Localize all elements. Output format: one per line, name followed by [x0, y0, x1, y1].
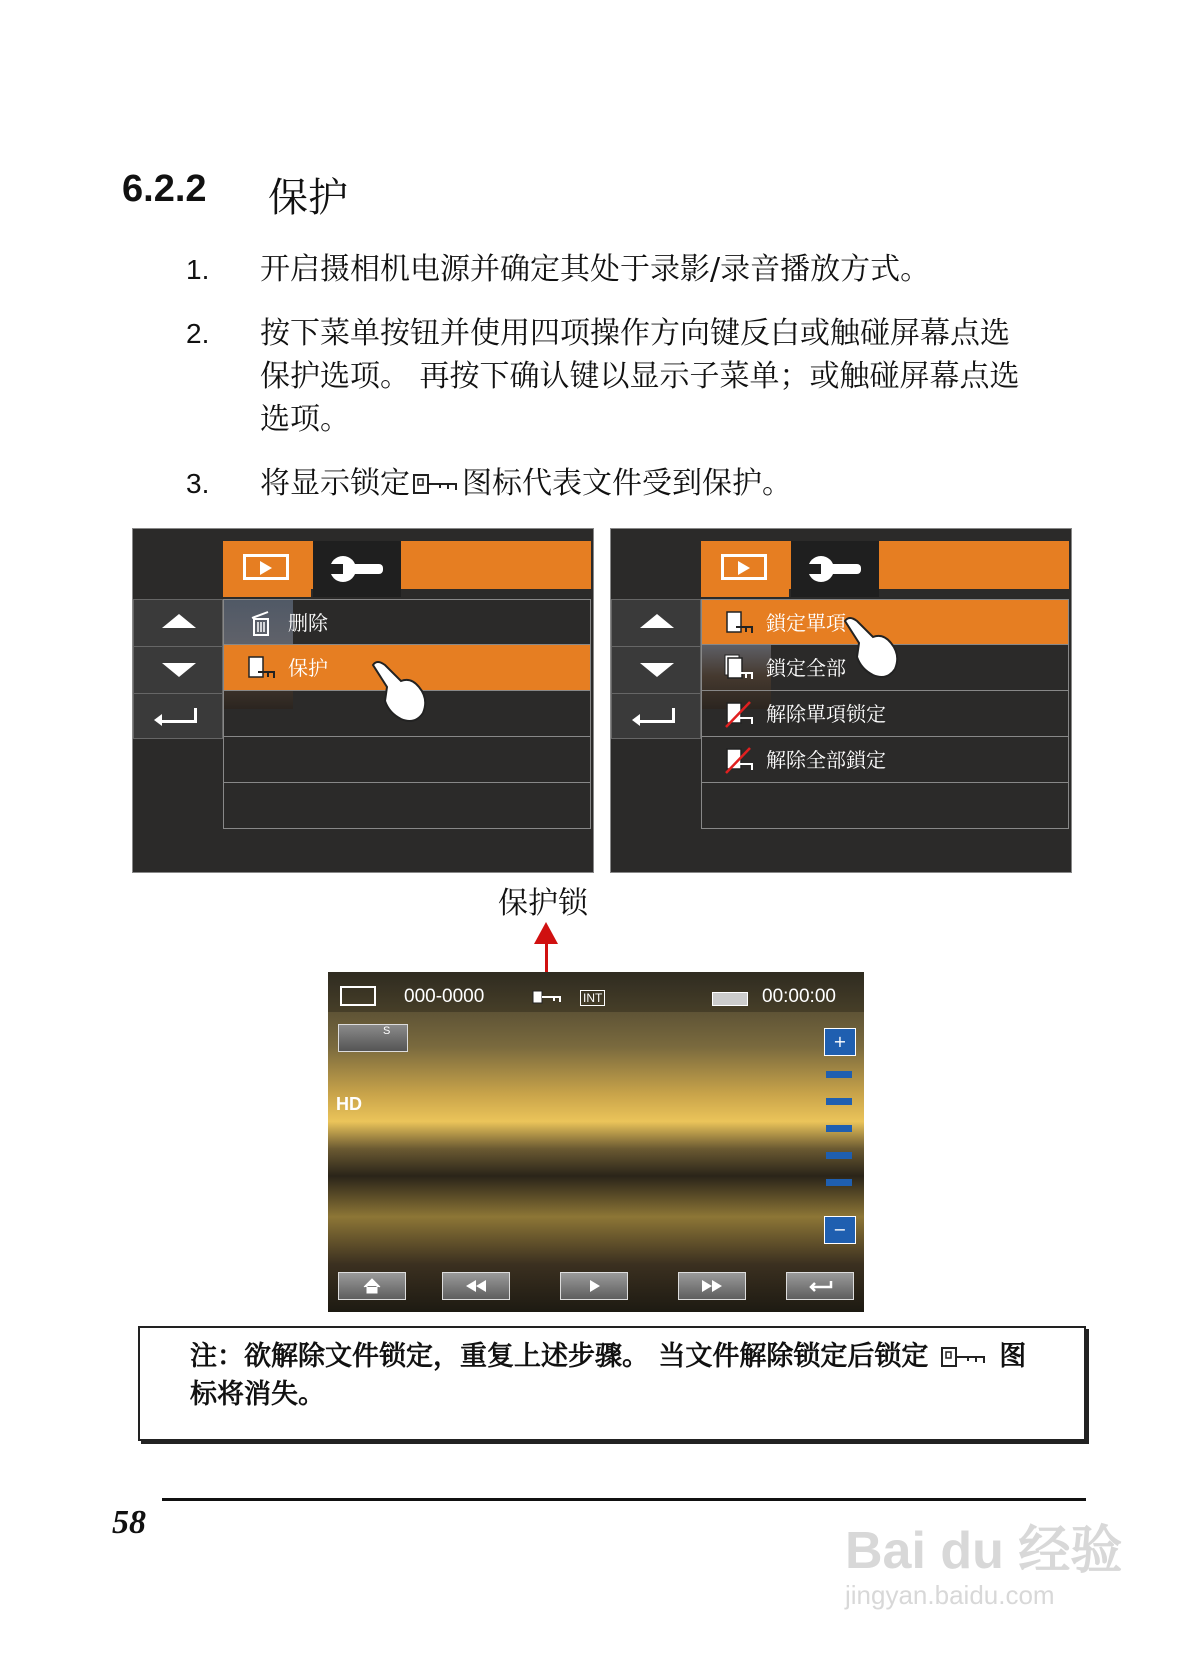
menu-item-label: 保护: [288, 656, 328, 680]
hd-badge: HD: [336, 1094, 362, 1114]
footer-rule: [162, 1498, 1086, 1501]
menu-item-delete[interactable]: [223, 599, 591, 645]
protect-lock-caption: 保护锁: [498, 886, 588, 921]
scene-mode-button[interactable]: [338, 1024, 408, 1052]
volume-up-label: +: [833, 1032, 847, 1051]
menu-item-label: 鎖定全部: [766, 656, 846, 680]
step-text: 开启摄相机电源并确定其处于录影/录音播放方式。: [260, 252, 931, 287]
note-text-before: 注：欲解除文件锁定，重复上述步骤。 当文件解除锁定后锁定: [190, 1341, 929, 1372]
step-text-line: 选项。: [260, 402, 350, 437]
home-button[interactable]: [338, 1272, 406, 1300]
step-number: 1.: [186, 254, 210, 285]
playback-icon: [721, 554, 767, 580]
wrench-icon: [313, 541, 401, 597]
volume-down-label: −: [833, 1220, 847, 1239]
playback-mode-icon: [340, 986, 376, 1006]
tab-playback[interactable]: [701, 541, 789, 597]
fast-forward-icon: [679, 1273, 745, 1299]
menu-item-label: 解除單項锁定: [766, 702, 886, 726]
tab-settings[interactable]: [791, 541, 879, 597]
watermark-brand: Bai du 经验: [845, 1522, 1123, 1580]
arrow-down-icon: [162, 663, 196, 677]
step-3: [186, 462, 1086, 505]
menu-item-label: 解除全部鎖定: [766, 748, 886, 772]
menu-item-empty: [223, 737, 591, 783]
step-2: [186, 312, 1086, 441]
step-text-before: 将显示锁定: [260, 466, 410, 501]
back-button[interactable]: [612, 694, 700, 740]
side-nav: [133, 599, 223, 739]
back-button[interactable]: [134, 694, 222, 740]
volume-level-bar: [826, 1098, 852, 1105]
play-icon: [561, 1273, 627, 1299]
tab-settings[interactable]: [313, 541, 401, 597]
volume-level-bar: [826, 1152, 852, 1159]
scroll-up-button[interactable]: [612, 600, 700, 647]
tab-playback[interactable]: [223, 541, 311, 597]
arrow-up-icon: [162, 614, 196, 628]
return-button[interactable]: [786, 1272, 854, 1300]
scroll-down-button[interactable]: [612, 647, 700, 694]
menu-item-empty: [223, 783, 591, 829]
file-number: 000-0000: [404, 986, 485, 1007]
note-box: [138, 1326, 1086, 1441]
storage-badge: INT: [580, 990, 605, 1006]
video-playback-screen: [328, 972, 864, 1312]
scene-mode-label: S: [383, 1025, 391, 1037]
battery-icon: [712, 992, 748, 1006]
rewind-icon: [443, 1273, 509, 1299]
play-button[interactable]: [560, 1272, 628, 1300]
pointing-hand-icon: [371, 657, 431, 727]
section-title: 保护: [268, 175, 348, 221]
unlock-file-icon: [724, 700, 754, 728]
note-text-line2: 标将消失。: [190, 1379, 325, 1410]
step-number: 3.: [186, 468, 210, 499]
lock-file-icon: [724, 609, 754, 637]
menu-item-empty: [701, 783, 1069, 829]
scroll-down-button[interactable]: [134, 647, 222, 694]
step-text-line: 按下菜单按钮并使用四项操作方向键反白或触碰屏幕点选: [260, 316, 1010, 351]
step-number: 2.: [186, 318, 210, 349]
scroll-up-button[interactable]: [134, 600, 222, 647]
playback-icon: [243, 554, 289, 580]
key-lock-icon: [532, 990, 562, 1006]
menu-item-unlock-one[interactable]: [701, 691, 1069, 737]
wrench-icon: [791, 541, 879, 597]
volume-down-button[interactable]: [824, 1216, 856, 1244]
step-text-line: 保护选项。 再按下确认键以显示子菜单；或触碰屏幕点选: [260, 359, 1020, 394]
key-lock-icon: [412, 472, 460, 498]
lock-all-files-icon: [724, 654, 754, 682]
unlock-all-files-icon: [724, 746, 754, 774]
section-number: 6.2.2: [122, 168, 207, 210]
timecode: 00:00:00: [762, 986, 836, 1007]
step-1: [186, 248, 1086, 291]
watermark-url: jingyan.baidu.com: [845, 1580, 1055, 1610]
side-nav: [611, 599, 701, 739]
home-icon: [339, 1273, 405, 1299]
volume-level-bar: [826, 1179, 852, 1186]
lock-file-icon: [246, 654, 276, 682]
page-number: 58: [112, 1504, 146, 1541]
step-text: [260, 462, 1086, 505]
trash-icon: [246, 609, 276, 637]
volume-up-button[interactable]: [824, 1028, 856, 1056]
menu-item-label: 删除: [288, 611, 328, 635]
note-text: [190, 1338, 1070, 1414]
key-lock-icon: [940, 1345, 988, 1371]
menu-item-unlock-all[interactable]: [701, 737, 1069, 783]
menu-item-label: 鎖定單項: [766, 611, 846, 635]
arrow-up-icon: [640, 614, 674, 628]
arrow-down-icon: [640, 663, 674, 677]
volume-level-bar: [826, 1125, 852, 1132]
pointing-hand-icon: [843, 613, 903, 683]
return-icon: [787, 1273, 853, 1299]
fast-forward-button[interactable]: [678, 1272, 746, 1300]
step-text-after: 图标代表文件受到保护。: [462, 466, 792, 501]
camera-menu-screen-left: [132, 528, 594, 873]
note-text-after: 图: [999, 1341, 1027, 1372]
volume-level-bar: [826, 1071, 852, 1078]
return-icon: [638, 708, 675, 723]
return-icon: [160, 708, 197, 723]
camera-menu-screen-right: [610, 528, 1072, 873]
rewind-button[interactable]: [442, 1272, 510, 1300]
